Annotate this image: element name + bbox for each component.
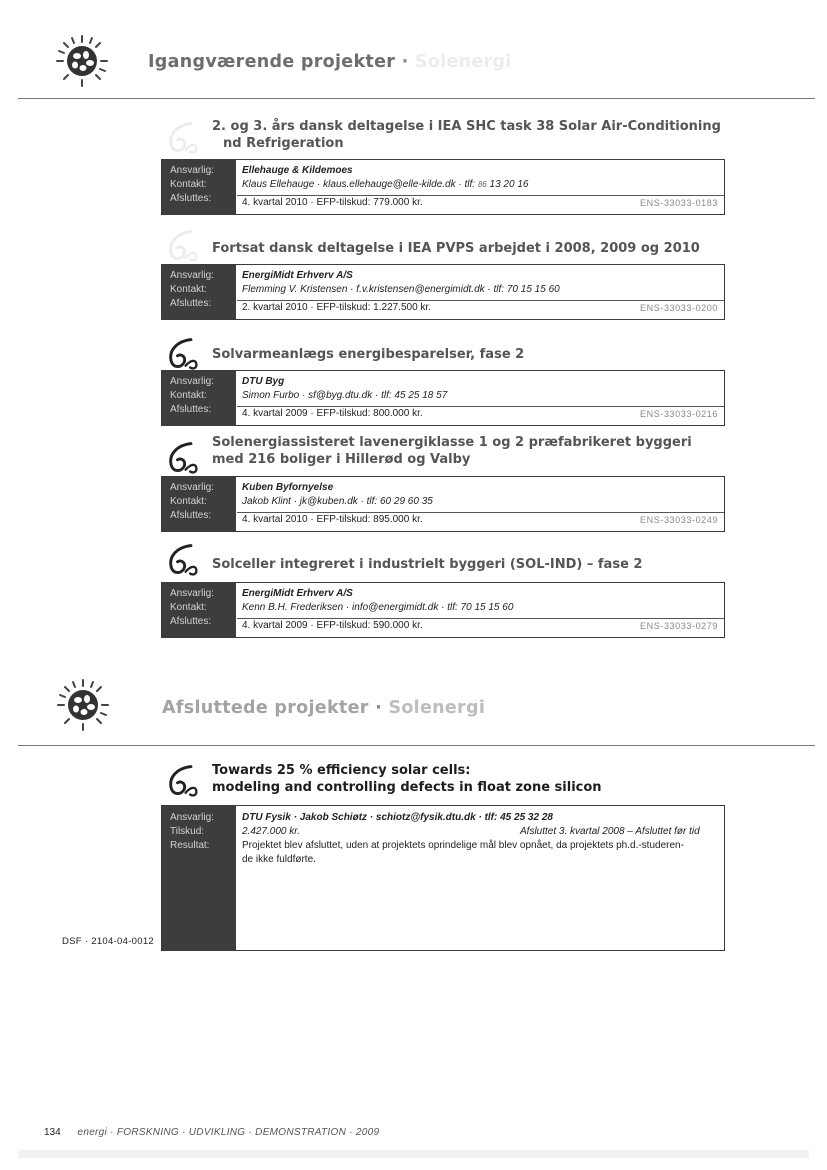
- project-title: Towards 25 % efficiency solar cells: modeling and controlling defects in float zone silicon: [212, 763, 602, 795]
- result-value-cont: de ikke fuldførte.: [242, 854, 316, 865]
- project-card: [161, 476, 725, 532]
- contact-value: Kenn B.H. Frederiksen · info@energimidt.dk · tlf: 70 15 15 60: [242, 602, 514, 613]
- dsf-number: DSF · 2104-04-0012: [62, 936, 155, 947]
- page-edge-shadow: [18, 1150, 809, 1158]
- responsible-value: EnergiMidt Erhverv A/S: [242, 270, 353, 281]
- solar-spiral-icon: [163, 120, 201, 156]
- solar-spiral-icon: [163, 440, 201, 476]
- project-card: [161, 582, 725, 638]
- project-title: Fortsat dansk deltagelse i IEA PVPS arbejdet i 2008, 2009 og 2010: [212, 241, 700, 256]
- footer-text: energi · FORSKNING · UDVIKLING · DEMONSTRATION · 2009: [77, 1127, 380, 1138]
- contact-value: Klaus Ellehauge · klaus.ellehauge@elle-kilde.dk · tlf: 86 13 20 16: [242, 179, 529, 190]
- project-title: 2. og 3. års dansk deltagelse i IEA SHC task 38 Solar Air-Conditioning nd Refrigeration: [212, 119, 721, 151]
- solar-spiral-icon: [163, 336, 201, 372]
- responsible-value: DTU Byg: [242, 376, 285, 387]
- ends-value: 2. kvartal 2010 · EFP-tilskud: 1.227.500 kr. ENS-33033-0200: [242, 302, 718, 313]
- project-card: [161, 264, 725, 320]
- section-rule: [18, 98, 815, 99]
- sun-logo-icon: [56, 678, 110, 732]
- responsible-value: EnergiMidt Erhverv A/S: [242, 588, 353, 599]
- sun-logo-icon: [55, 34, 109, 88]
- ens-number: ENS-33033-0249: [640, 515, 718, 525]
- ens-number: ENS-33033-0183: [640, 198, 718, 208]
- ends-value: 4. kvartal 2009 · EFP-tilskud: 590.000 kr. ENS-33033-0279: [242, 620, 718, 631]
- project-title: Solenergiassisteret lavenergiklasse 1 og 2 præfabrikeret byggeri med 216 boliger i Hillerød og Valby: [212, 435, 692, 467]
- ends-value: 4. kvartal 2010 · EFP-tilskud: 779.000 kr. ENS-33033-0183: [242, 197, 718, 208]
- project-card: [161, 159, 725, 215]
- section-title-finished: Afsluttede projekter · Solenergi: [162, 698, 486, 718]
- card-labels: Ansvarlig: Kontakt: Afsluttes:: [162, 583, 236, 637]
- solar-spiral-icon: [163, 763, 201, 799]
- project-card: [161, 370, 725, 426]
- project-title: Solvarmeanlægs energibesparelser, fase 2: [212, 347, 525, 362]
- card-labels: Ansvarlig: Kontakt: Afsluttes:: [162, 265, 236, 319]
- result-value: Projektet blev afsluttet, uden at projektets oprindelige mål blev opnået, da projektets ph.d.-studeren-: [242, 840, 684, 851]
- card-labels: Ansvarlig: Kontakt: Afsluttes:: [162, 477, 236, 531]
- contact-value: Simon Furbo · sf@byg.dtu.dk · tlf: 45 25 18 57: [242, 390, 448, 401]
- ens-number: ENS-33033-0200: [640, 303, 718, 313]
- project-title: Solceller integreret i industrielt byggeri (SOL-IND) – fase 2: [212, 557, 643, 572]
- card-labels: Ansvarlig: Tilskud: Resultat:: [162, 806, 236, 950]
- ends-value: 4. kvartal 2009 · EFP-tilskud: 800.000 kr. ENS-33033-0216: [242, 408, 718, 419]
- finished-status: Afsluttet 3. kvartal 2008 – Afsluttet før tid: [520, 826, 700, 837]
- responsible-value: DTU Fysik · Jakob Schiøtz · schiotz@fysik.dtu.dk · tlf: 45 25 32 28: [242, 812, 553, 823]
- page-footer: [44, 1127, 379, 1138]
- responsible-value: Kuben Byfornyelse: [242, 482, 334, 493]
- page-number: 134: [44, 1127, 61, 1138]
- grant-value: 2.427.000 kr. Afsluttet 3. kvartal 2008 – Afsluttet før tid: [242, 826, 700, 837]
- contact-value: Flemming V. Kristensen · f.v.kristensen@energimidt.dk · tlf: 70 15 15 60: [242, 284, 560, 295]
- card-labels: Ansvarlig: Kontakt: Afsluttes:: [162, 160, 236, 214]
- responsible-value: Ellehauge & Kildemoes: [242, 165, 353, 176]
- solar-spiral-icon: [163, 542, 201, 578]
- section-rule: [18, 745, 815, 746]
- project-card: [161, 805, 725, 951]
- ends-value: 4. kvartal 2010 · EFP-tilskud: 895.000 kr. ENS-33033-0249: [242, 514, 718, 525]
- ens-number: ENS-33033-0216: [640, 409, 718, 419]
- card-labels: Ansvarlig: Kontakt: Afsluttes:: [162, 371, 236, 425]
- section-title-current: Igangværende projekter · Solenergi: [148, 52, 512, 72]
- solar-spiral-icon: [163, 228, 201, 264]
- contact-value: Jakob Klint · jk@kuben.dk · tlf: 60 29 60 35: [242, 496, 433, 507]
- ens-number: ENS-33033-0279: [640, 621, 718, 631]
